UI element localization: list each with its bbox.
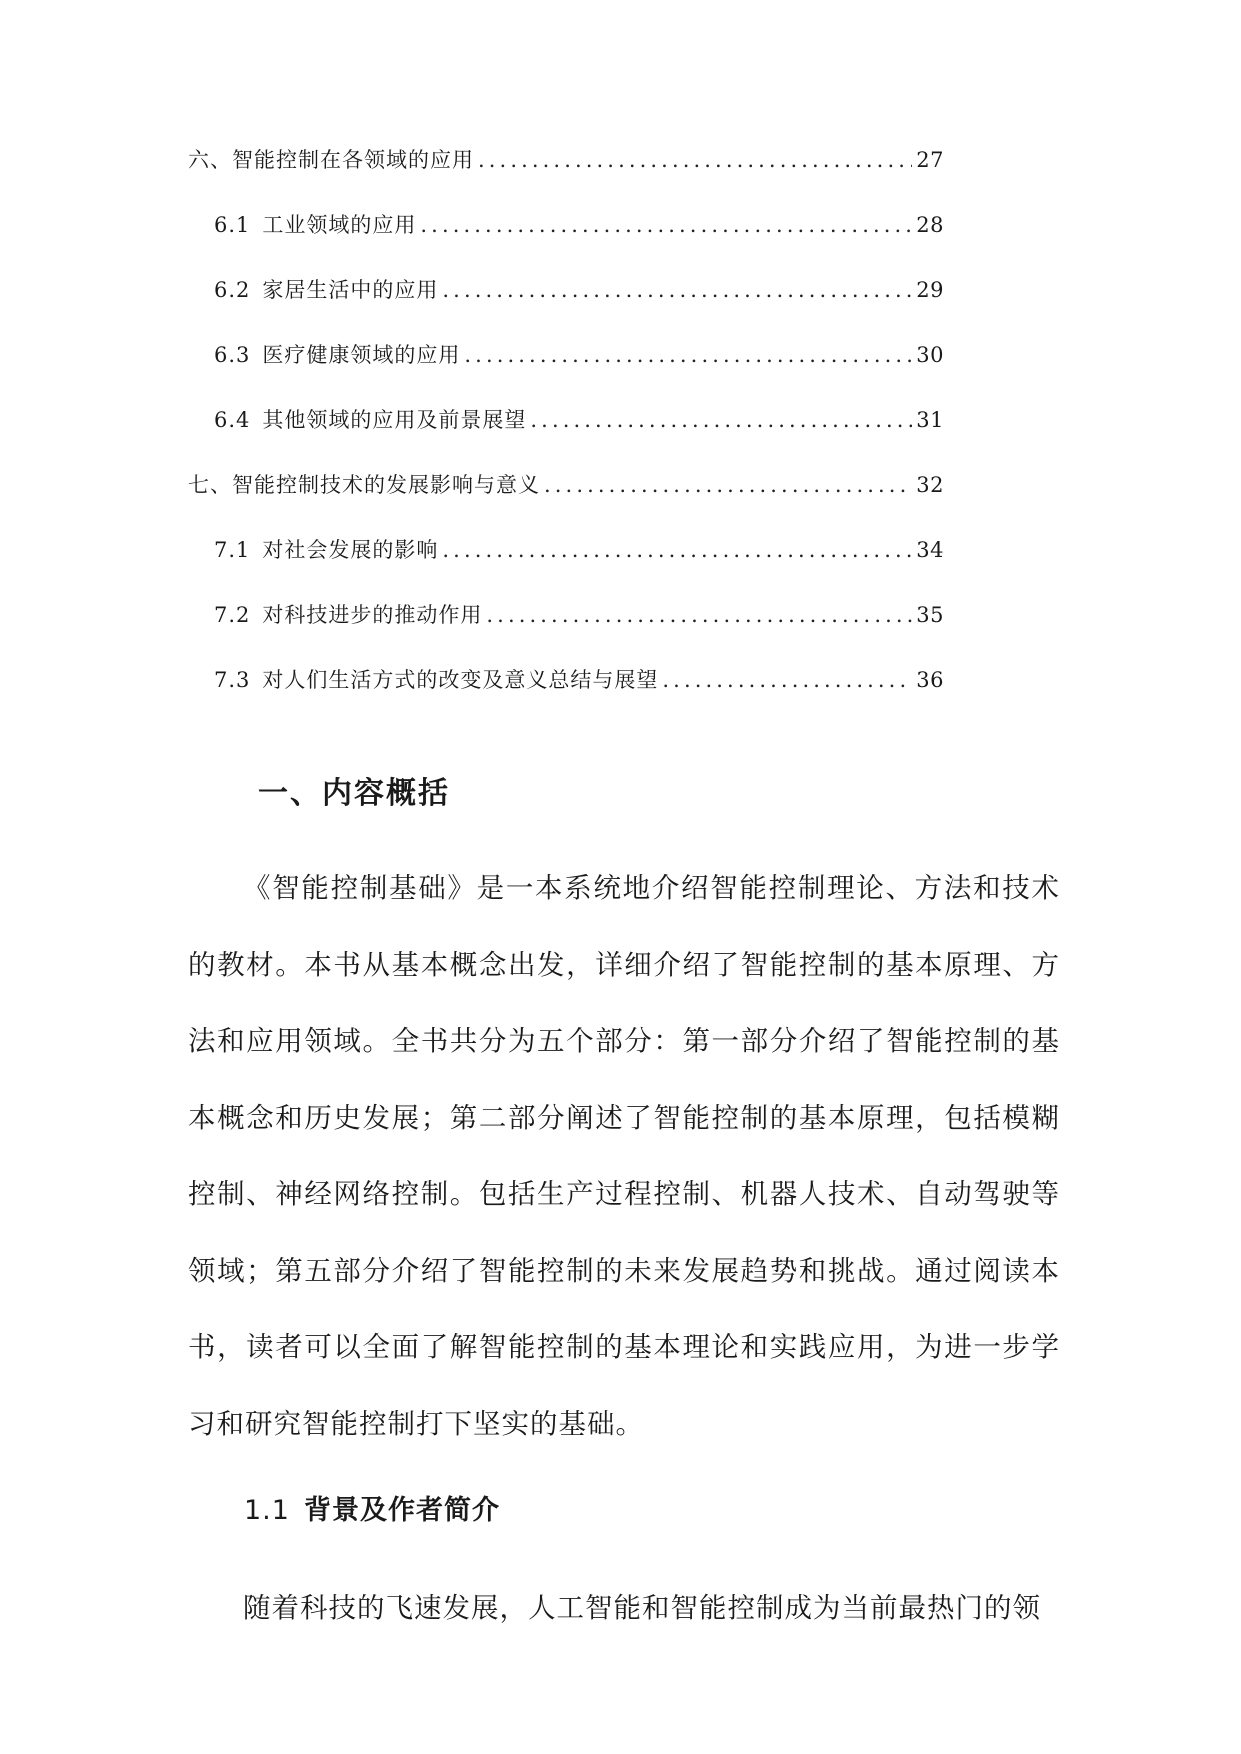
toc-entry-page: 35 (916, 603, 944, 627)
toc-entry-title: 对科技进步的推动作用 (262, 603, 483, 627)
toc-entry[interactable] (188, 340, 944, 405)
toc-entry[interactable] (188, 600, 944, 665)
toc-entry-title: 对人们生活方式的改变及意义总结与展望 (262, 668, 659, 692)
toc-dot-leader (442, 535, 912, 565)
toc-entry[interactable] (188, 145, 944, 210)
toc-entry-title: 对社会发展的影响 (262, 538, 439, 562)
toc-entry-title: 六、智能控制在各领域的应用 (188, 148, 474, 172)
subsection-heading (244, 1488, 500, 1527)
toc-entry[interactable] (188, 470, 944, 535)
toc-dot-leader (544, 470, 912, 500)
toc-entry[interactable] (188, 665, 944, 730)
toc-entry-page: 31 (916, 408, 944, 432)
table-of-contents (188, 145, 968, 730)
toc-dot-leader (486, 600, 912, 630)
toc-dot-leader (662, 665, 912, 695)
toc-entry[interactable] (188, 535, 944, 600)
toc-dot-leader (530, 405, 912, 435)
toc-entry[interactable] (188, 210, 944, 275)
toc-entry-number: 6.4 (214, 408, 251, 432)
toc-entry-title: 其他领域的应用及前景展望 (262, 408, 527, 432)
toc-entry-number: 7.1 (214, 538, 251, 562)
toc-entry-page: 27 (916, 148, 944, 172)
toc-entry-number: 7.3 (214, 668, 251, 692)
toc-entry-title: 家居生活中的应用 (262, 278, 439, 302)
toc-entry-page: 28 (916, 213, 944, 237)
subsection-title: 背景及作者简介 (303, 1495, 500, 1526)
toc-dot-leader (442, 275, 912, 305)
toc-entry-page: 32 (916, 473, 944, 497)
toc-dot-leader (420, 210, 912, 240)
toc-entry-page: 30 (916, 343, 944, 367)
toc-entry-number: 6.2 (214, 278, 251, 302)
section-body-paragraph: 《智能控制基础》是一本系统地介绍智能控制理论、方法和技术的教材。本书从基本概念出发，详细介绍了智能控制的基本原理、方法和应用领域。全书共分为五个部分：第一部分介绍了智能控制的基本概念和历史发展；第二部分阐述了智能控制的基本原理，包括模糊控制、神经网络控制。包括生产过程控制、机器人技术、自动驾驶等领域；第五部分介绍了智能控制的未来发展趋势和挑战。通过阅读本书，读者可以全面了解智能控制的基本理论和实践应用，为进一步学习和研究智能控制打下坚实的基础。 (188, 872, 1060, 1440)
toc-entry-number: 6.1 (214, 213, 251, 237)
toc-entry-page: 36 (916, 668, 944, 692)
toc-dot-leader (464, 340, 912, 370)
toc-entry-title: 医疗健康领域的应用 (262, 343, 461, 367)
toc-entry[interactable] (188, 275, 944, 340)
toc-entry[interactable] (188, 405, 944, 470)
toc-entry-page: 29 (916, 278, 944, 302)
subsection-number: 1.1 (244, 1495, 290, 1526)
toc-entry-number: 7.2 (214, 603, 251, 627)
toc-dot-leader (478, 145, 912, 175)
section-heading: 一、内容概括 (258, 776, 450, 811)
toc-entry-title: 工业领域的应用 (262, 213, 417, 237)
subsection-body-paragraph: 随着科技的飞速发展，人工智能和智能控制成为当前最热门的领 (243, 1592, 1041, 1624)
toc-entry-title: 七、智能控制技术的发展影响与意义 (188, 473, 540, 497)
toc-entry-page: 34 (916, 538, 944, 562)
toc-entry-number: 6.3 (214, 343, 251, 367)
